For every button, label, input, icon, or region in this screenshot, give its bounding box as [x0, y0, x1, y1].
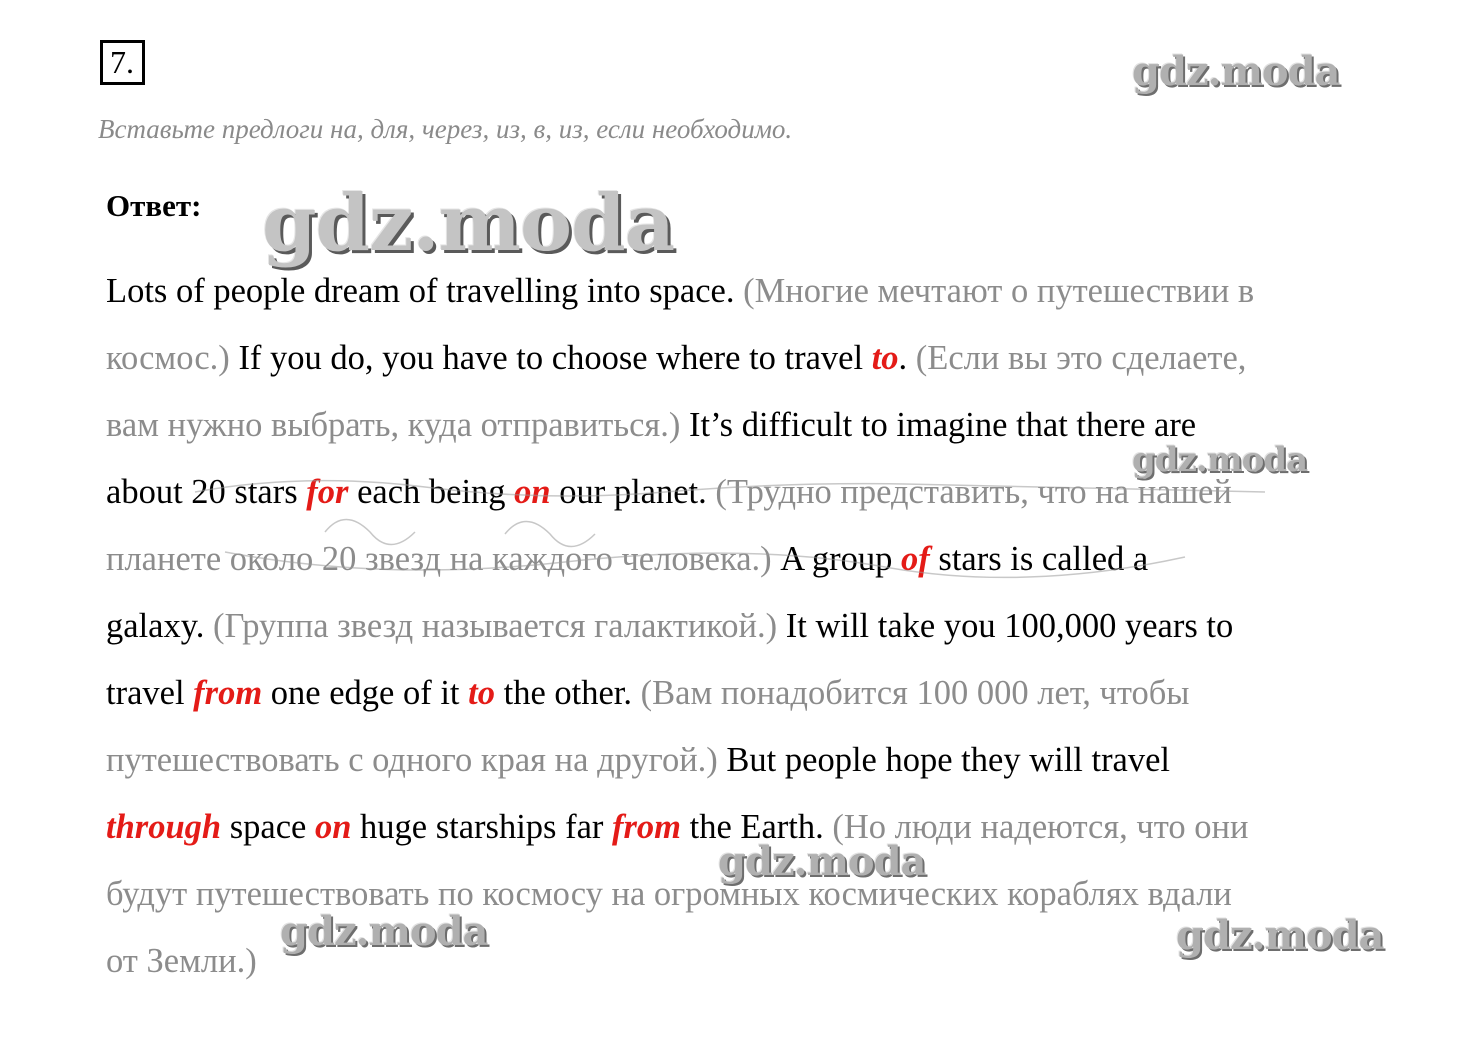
russian-translation: космос.): [106, 339, 239, 377]
english-text: travel: [106, 674, 194, 712]
english-text: the Earth.: [681, 808, 833, 846]
russian-translation: (Трудно представить, что на нашей: [715, 473, 1232, 511]
russian-translation: (Многие мечтают о путешествии в: [743, 272, 1255, 310]
english-text: each being: [348, 473, 515, 511]
text-line: [106, 325, 1406, 392]
text-line: [106, 727, 1406, 794]
english-text: If you do, you have to choose where to travel: [238, 339, 872, 377]
inserted-preposition: from: [193, 674, 263, 712]
watermark-logo: gdz.moda: [1132, 440, 1308, 480]
inserted-preposition: to: [468, 674, 495, 712]
english-text: It’s difficult to imagine that there are: [689, 406, 1197, 444]
english-text: stars is called a: [929, 540, 1149, 578]
watermark-logo: gdz.moda: [1132, 48, 1340, 95]
watermark-logo: gdz.moda: [280, 908, 488, 955]
russian-translation: (Вам понадобится 100 000 лет, чтобы: [640, 674, 1190, 712]
inserted-preposition: to: [871, 339, 899, 377]
russian-translation: (Если вы это сделаете,: [915, 339, 1247, 377]
english-text: .: [898, 339, 916, 377]
english-text: the other.: [495, 674, 641, 712]
inserted-preposition: through: [106, 808, 222, 846]
text-line: [106, 526, 1406, 593]
watermark-logo: gdz.moda: [718, 838, 926, 885]
english-text: space: [221, 808, 315, 846]
inserted-preposition: from: [612, 808, 681, 846]
english-text: Lots of people dream of travelling into space.: [106, 272, 744, 310]
task-instruction: Вставьте предлоги на, для, через, из, в, из, если необходимо.: [98, 114, 793, 144]
english-text: one edge of it: [262, 674, 469, 712]
russian-translation: планете около 20 звезд на каждого человека.): [106, 540, 781, 578]
inserted-preposition: on: [314, 808, 352, 846]
russian-translation: (Но люди надеются, что они: [832, 808, 1249, 846]
task-number: 7.: [100, 40, 145, 85]
text-line: [106, 593, 1406, 660]
watermark-logo: gdz.moda: [1176, 912, 1384, 959]
english-text: It will take you 100,000 years to: [785, 607, 1234, 645]
text-line: [106, 660, 1406, 727]
inserted-preposition: of: [901, 540, 930, 578]
english-text: huge starships far: [351, 808, 612, 846]
answer-label: Ответ:: [106, 188, 202, 223]
russian-translation: будут путешествовать по космосу на огромных космических кораблях вдали: [106, 875, 1232, 913]
russian-translation: от Земли.): [106, 942, 257, 980]
inserted-preposition: on: [514, 473, 551, 511]
english-text: our planet.: [550, 473, 716, 511]
russian-translation: (Группа звезд называется галактикой.): [212, 607, 786, 645]
english-text: But people hope they will travel: [726, 741, 1171, 779]
english-text: galaxy.: [106, 607, 213, 645]
watermark-logo: gdz.moda: [262, 178, 675, 269]
english-text: A group: [780, 540, 902, 578]
inserted-preposition: for: [306, 473, 349, 511]
russian-translation: путешествовать с одного края на другой.): [106, 741, 727, 779]
english-text: about 20 stars: [106, 473, 307, 511]
russian-translation: вам нужно выбрать, куда отправиться.): [106, 406, 690, 444]
